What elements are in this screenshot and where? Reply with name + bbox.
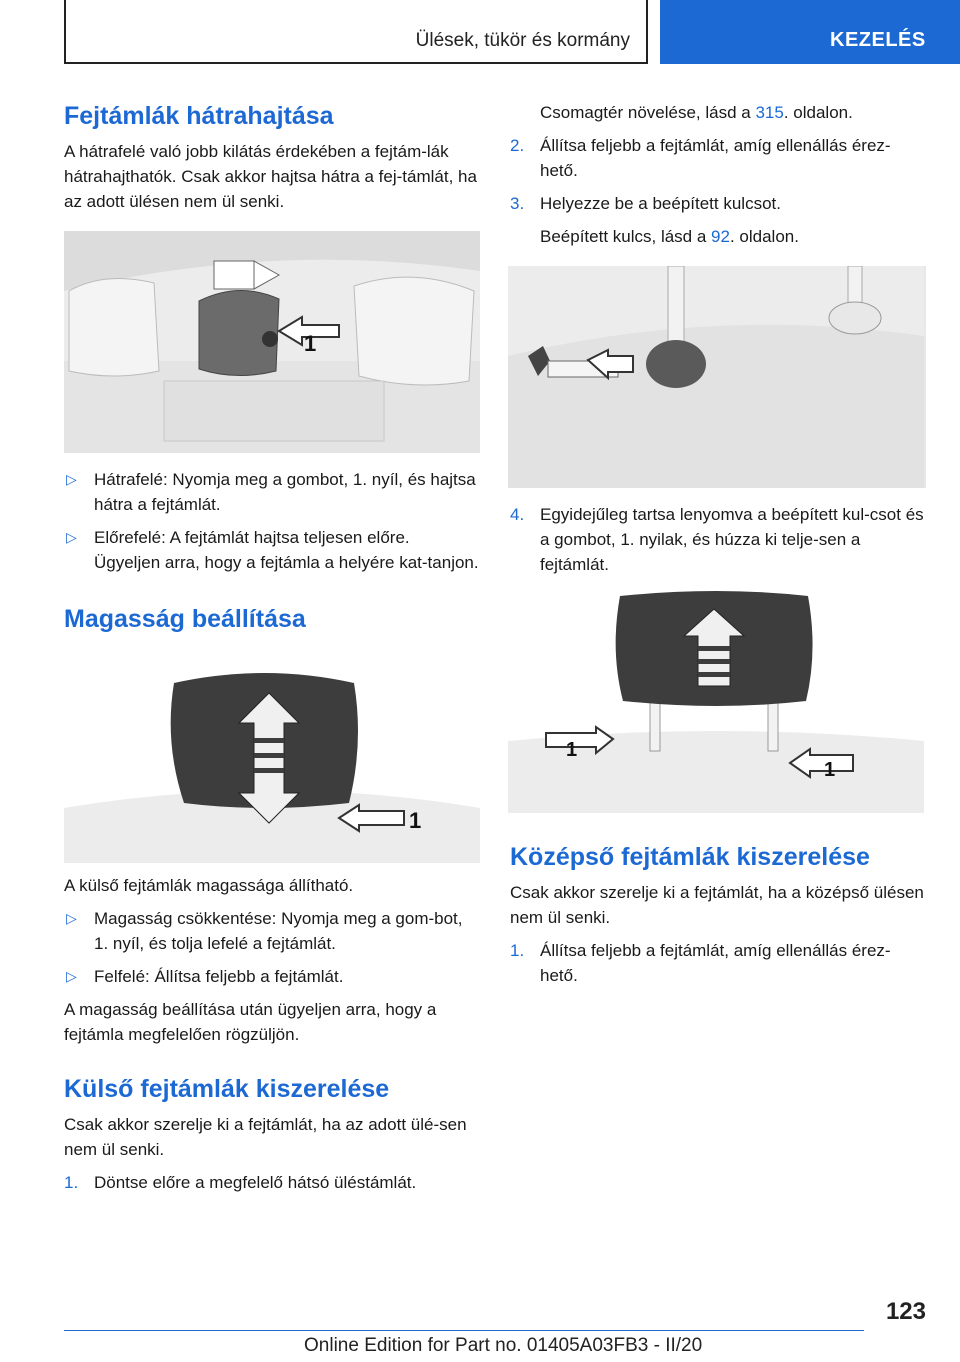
sub-text-end: . oldalon.	[729, 227, 799, 246]
step-number: 1.	[510, 940, 525, 960]
page-number: 123	[885, 1298, 926, 1325]
step-5	[510, 938, 926, 988]
heading-middle: Középső fejtámlák kiszerelése	[510, 843, 870, 871]
step-number: 4.	[510, 505, 525, 524]
cont-text: Csomagtér növelése, lásd a	[540, 103, 756, 122]
cont-text-end: . oldalon.	[783, 103, 853, 122]
page-link-315[interactable]: 315	[755, 103, 784, 122]
para-tilt: A hátrafelé való jobb kilátás érdekében a fejtám-lák hátrahajthatók. Csak akkor hajtsa hátra a fej-támlát, ha az adott ülésen nem ül senki.	[64, 141, 477, 211]
header-box	[64, 0, 648, 64]
header-tab-label: KEZELÉS	[830, 29, 926, 51]
heading-tilt: Fejtámlák hátrahajtása	[64, 102, 334, 130]
figure-height	[64, 663, 480, 863]
fig1-callout-label: 1	[304, 330, 317, 356]
bullet-triangle-icon: ▷	[66, 470, 77, 487]
step-3-text: Helyezze be a beépített kulcsot.	[540, 194, 781, 213]
fig4-callout-right: 1	[824, 759, 836, 781]
page-link-92[interactable]: 92	[711, 227, 730, 246]
bullet-forward	[64, 525, 480, 575]
figure-headrest-tilt	[64, 231, 480, 453]
step-number: 1.	[64, 1172, 79, 1192]
step-number: 2.	[510, 136, 525, 155]
heading-outer: Külső fejtámlák kiszerelése	[64, 1075, 390, 1103]
bullet-raise	[64, 964, 480, 989]
bullet-forward-text: Előrefelé: A fejtámlát hajtsa teljesen előre. Ügyeljen arra, hogy a fejtámla a helyére kat-tanjon.	[94, 527, 479, 572]
bullet-triangle-icon: ▷	[66, 910, 77, 926]
para-middle: Csak akkor szerelje ki a fejtámlát, ha a középső ülésen nem ül senki.	[510, 882, 924, 927]
fig2-callout-label: 1	[409, 808, 422, 833]
step-4	[510, 502, 926, 577]
bullet-triangle-icon: ▷	[66, 528, 77, 545]
bullet-lower	[64, 906, 480, 956]
step-1	[64, 1170, 480, 1195]
heading-height: Magasság beállítása	[64, 604, 306, 633]
step-continued	[510, 100, 926, 125]
bullet-back	[64, 467, 480, 517]
step-3	[510, 191, 926, 216]
step-3-sub	[510, 224, 926, 249]
step-2-text: Állítsa feljebb a fejtámlát, amíg ellenállás érez-hető.	[540, 136, 891, 180]
figure-remove	[508, 591, 926, 813]
step-1-text: Döntse előre a megfelelő hátsó üléstámlát.	[94, 1172, 417, 1192]
step-4-text: Egyidejűleg tartsa lenyomva a beépített kul-csot és a gombot, 1. nyilak, és húzza ki telje-sen a fejtámlát.	[540, 505, 924, 574]
header-section-title: Ülések, tükör és kormány	[415, 30, 630, 51]
bullet-triangle-icon: ▷	[66, 968, 77, 984]
bullet-back-text: Hátrafelé: Nyomja meg a gombot, 1. nyíl, és hajtsa hátra a fejtámlát.	[94, 469, 476, 514]
sub-text: Beépített kulcs, lásd a	[540, 227, 712, 246]
footer-edition: Online Edition for Part no. 01405A03FB3 - II/20	[304, 1335, 703, 1356]
para-height2: A magasság beállítása után ügyeljen arra, hogy a fejtámla megfelelően rögzüljön.	[64, 1000, 437, 1044]
right-column	[510, 100, 926, 988]
step-number: 3.	[510, 194, 525, 213]
bullet-lower-text: Magasság csökkentése: Nyomja meg a gom-bot, 1. nyíl, és tolja lefelé a fejtámlát.	[94, 909, 463, 953]
bullet-raise-text: Felfelé: Állítsa feljebb a fejtámlát.	[94, 967, 344, 986]
para-outer: Csak akkor szerelje ki a fejtámlát, ha az adott ülé-sen nem ül senki.	[64, 1114, 467, 1159]
step-5-text: Állítsa feljebb a fejtámlát, amíg ellenállás érez-hető.	[540, 940, 891, 985]
step-2	[510, 133, 926, 183]
figure-key	[508, 266, 926, 488]
para-height: A külső fejtámlák magassága állítható.	[64, 876, 354, 895]
footer-divider	[64, 1330, 864, 1331]
header-tab[interactable]	[660, 0, 960, 64]
left-column	[64, 100, 480, 1195]
fig4-callout-left: 1	[566, 739, 578, 761]
